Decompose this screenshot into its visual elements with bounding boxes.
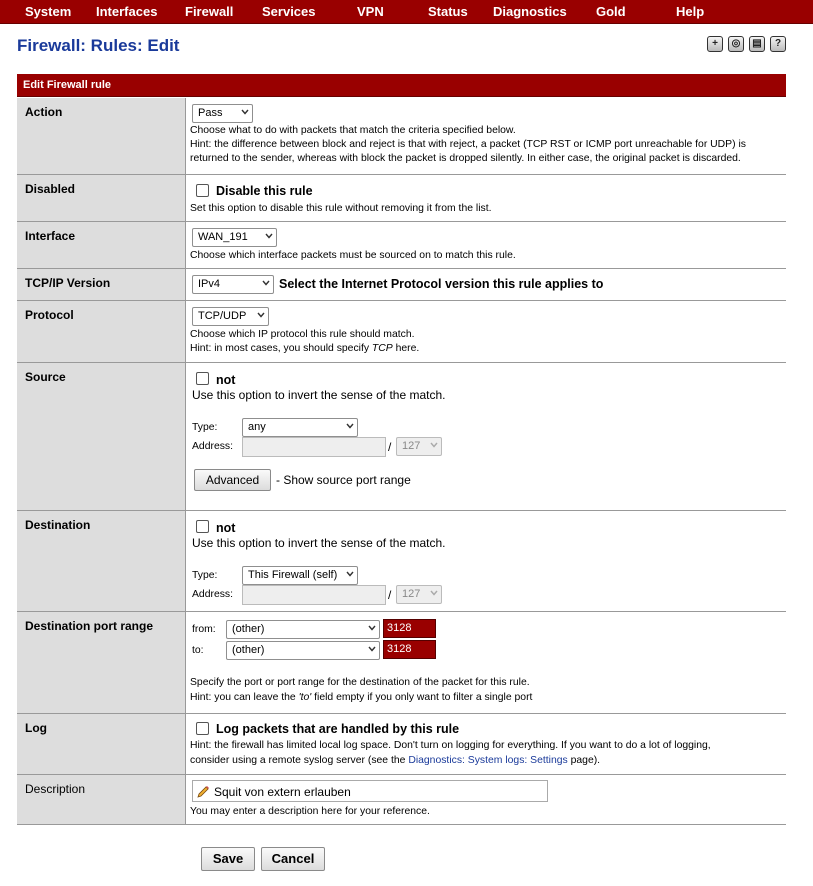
protocol-hint-em: TCP [371,343,393,354]
ipversion-desc: Select the Internet Protocol version this rule applies to [279,277,604,291]
protocol-desc: Choose which IP protocol this rule should match. [190,329,415,340]
status-icon[interactable]: ◎ [728,36,744,52]
dest-port-row [17,612,786,714]
nav-help[interactable]: Help [676,4,705,19]
advanced-button[interactable]: Advanced [194,469,271,491]
disabled-desc: Set this option to disable this rule without removing it from the list. [190,203,492,214]
dest-port-desc: Specify the port or port range for the destination of the packet for this rule. [190,677,530,688]
port-to-select[interactable] [226,641,380,660]
dest-port-hint-end: field empty if you only want to filter a single port [311,692,533,703]
nav-gold[interactable]: Gold [596,4,626,19]
interface-select[interactable] [192,228,277,247]
source-label: Source [17,363,186,510]
ipversion-select-value: IPv4 [198,278,221,290]
destination-address-input[interactable] [242,585,386,605]
ipversion-select[interactable] [192,275,274,294]
destination-not-checkbox[interactable] [196,520,209,533]
description-row [17,775,786,825]
destination-mask-select[interactable] [396,585,442,604]
dest-port-hint [190,691,532,704]
dest-port-hint-em: 'to' [298,692,312,703]
chevron-down-icon [430,441,438,449]
nav-vpn[interactable]: VPN [357,4,384,19]
port-from-label: from: [192,624,216,635]
help-icon[interactable]: ? [770,36,786,52]
add-icon[interactable]: + [707,36,723,52]
source-slash: / [388,440,392,454]
chevron-down-icon [368,645,376,653]
interface-select-value: WAN_191 [198,231,248,243]
top-nav [0,0,813,24]
chevron-down-icon [430,589,438,597]
save-button[interactable]: Save [201,847,255,871]
log-icon[interactable]: ▤ [749,36,765,52]
port-to-input[interactable]: 3128 [383,640,436,659]
page-title: Firewall: Rules: Edit [17,36,180,55]
action-select-value: Pass [198,107,223,119]
protocol-row [17,301,786,363]
disabled-row [17,175,786,222]
ipversion-row [17,269,786,301]
source-not-label: not [216,373,236,387]
protocol-hint-text: Hint: in most cases, you should specify [190,343,372,354]
port-from-input[interactable]: 3128 [383,619,436,638]
action-label: Action [17,98,186,174]
log-desc-2 [190,754,600,767]
chevron-down-icon [346,570,354,578]
log-desc-1: Hint: the firewall has limited local log space. Don't turn on logging for everything. If you want to do a lot of logging, [190,740,711,751]
protocol-select[interactable] [192,307,269,326]
interface-label: Interface [17,222,186,268]
action-desc-2: Hint: the difference between block and reject is that with reject, a packet (TCP RST or ICMP port unreachable for UDP) is [190,139,746,150]
chevron-down-icon [262,279,270,287]
nav-firewall[interactable]: Firewall [185,4,234,19]
description-label: Description [17,775,186,824]
destination-address-label: Address: [192,589,234,600]
nav-diagnostics[interactable]: Diagnostics [493,4,567,19]
source-type-select[interactable] [242,418,358,437]
chevron-down-icon [368,624,376,632]
disabled-label: Disabled [17,175,186,221]
port-to-label: to: [192,645,204,656]
source-mask-select[interactable] [396,437,442,456]
log-desc-end: page). [567,755,601,766]
description-input[interactable] [192,780,548,802]
chevron-down-icon [257,311,265,319]
interface-desc: Choose which interface packets must be sourced on to match this rule. [190,250,516,261]
log-label: Log [17,714,186,774]
chevron-down-icon [346,422,354,430]
source-mask-value: 127 [402,440,421,452]
disable-rule-label: Disable this rule [216,184,313,198]
chevron-down-icon [265,232,273,240]
port-to-value: (other) [232,644,265,656]
log-checkbox[interactable] [196,722,209,735]
destination-type-label: Type: [192,570,218,581]
nav-status[interactable]: Status [428,4,468,19]
dest-port-label: Destination port range [17,612,186,713]
source-row [17,363,786,511]
destination-row [17,511,786,612]
cancel-button[interactable]: Cancel [261,847,325,871]
dest-port-hint-text: Hint: you can leave the [190,692,299,703]
source-type-value: any [248,421,266,433]
protocol-select-value: TCP/UDP [198,310,247,322]
port-from-select[interactable] [226,620,380,639]
destination-label: Destination [17,511,186,611]
nav-services[interactable]: Services [262,4,316,19]
source-not-checkbox[interactable] [196,372,209,385]
nav-interfaces[interactable]: Interfaces [96,4,158,19]
source-type-label: Type: [192,422,218,433]
action-select[interactable] [192,104,253,123]
interface-row [17,222,786,269]
log-row [17,714,786,775]
chevron-down-icon [241,108,249,116]
action-desc-1: Choose what to do with packets that match the criteria specified below. [190,125,516,136]
description-desc: You may enter a description here for your reference. [190,806,430,817]
destination-type-select[interactable] [242,566,358,585]
log-desc-text: consider using a remote syslog server (see the [190,755,409,766]
advanced-desc: - Show source port range [276,473,411,487]
section-header: Edit Firewall rule [17,74,786,97]
syslog-settings-link[interactable]: Diagnostics: System logs: Settings [408,755,568,766]
source-address-label: Address: [192,441,234,452]
port-from-value: (other) [232,623,265,635]
destination-mask-value: 127 [402,588,421,600]
disable-rule-checkbox[interactable] [196,184,209,197]
destination-not-label: not [216,521,236,535]
source-invert-desc: Use this option to invert the sense of the match. [192,388,446,402]
destination-type-value: This Firewall (self) [248,569,338,581]
destination-invert-desc: Use this option to invert the sense of the match. [192,536,446,550]
pencil-icon [196,784,211,799]
ipversion-label: TCP/IP Version [17,269,186,300]
protocol-hint [190,342,419,355]
destination-slash: / [388,588,392,602]
action-row [17,98,786,175]
protocol-label: Protocol [17,301,186,362]
description-value: Squit von extern erlauben [214,785,351,799]
nav-system[interactable]: System [25,4,72,19]
log-checkbox-label: Log packets that are handled by this rule [216,722,460,736]
action-desc-3: returned to the sender, whereas with block the packet is dropped silently. In either case, the original packet is discarded. [190,153,741,164]
source-address-input[interactable] [242,437,386,457]
protocol-hint-end: here. [392,343,420,354]
